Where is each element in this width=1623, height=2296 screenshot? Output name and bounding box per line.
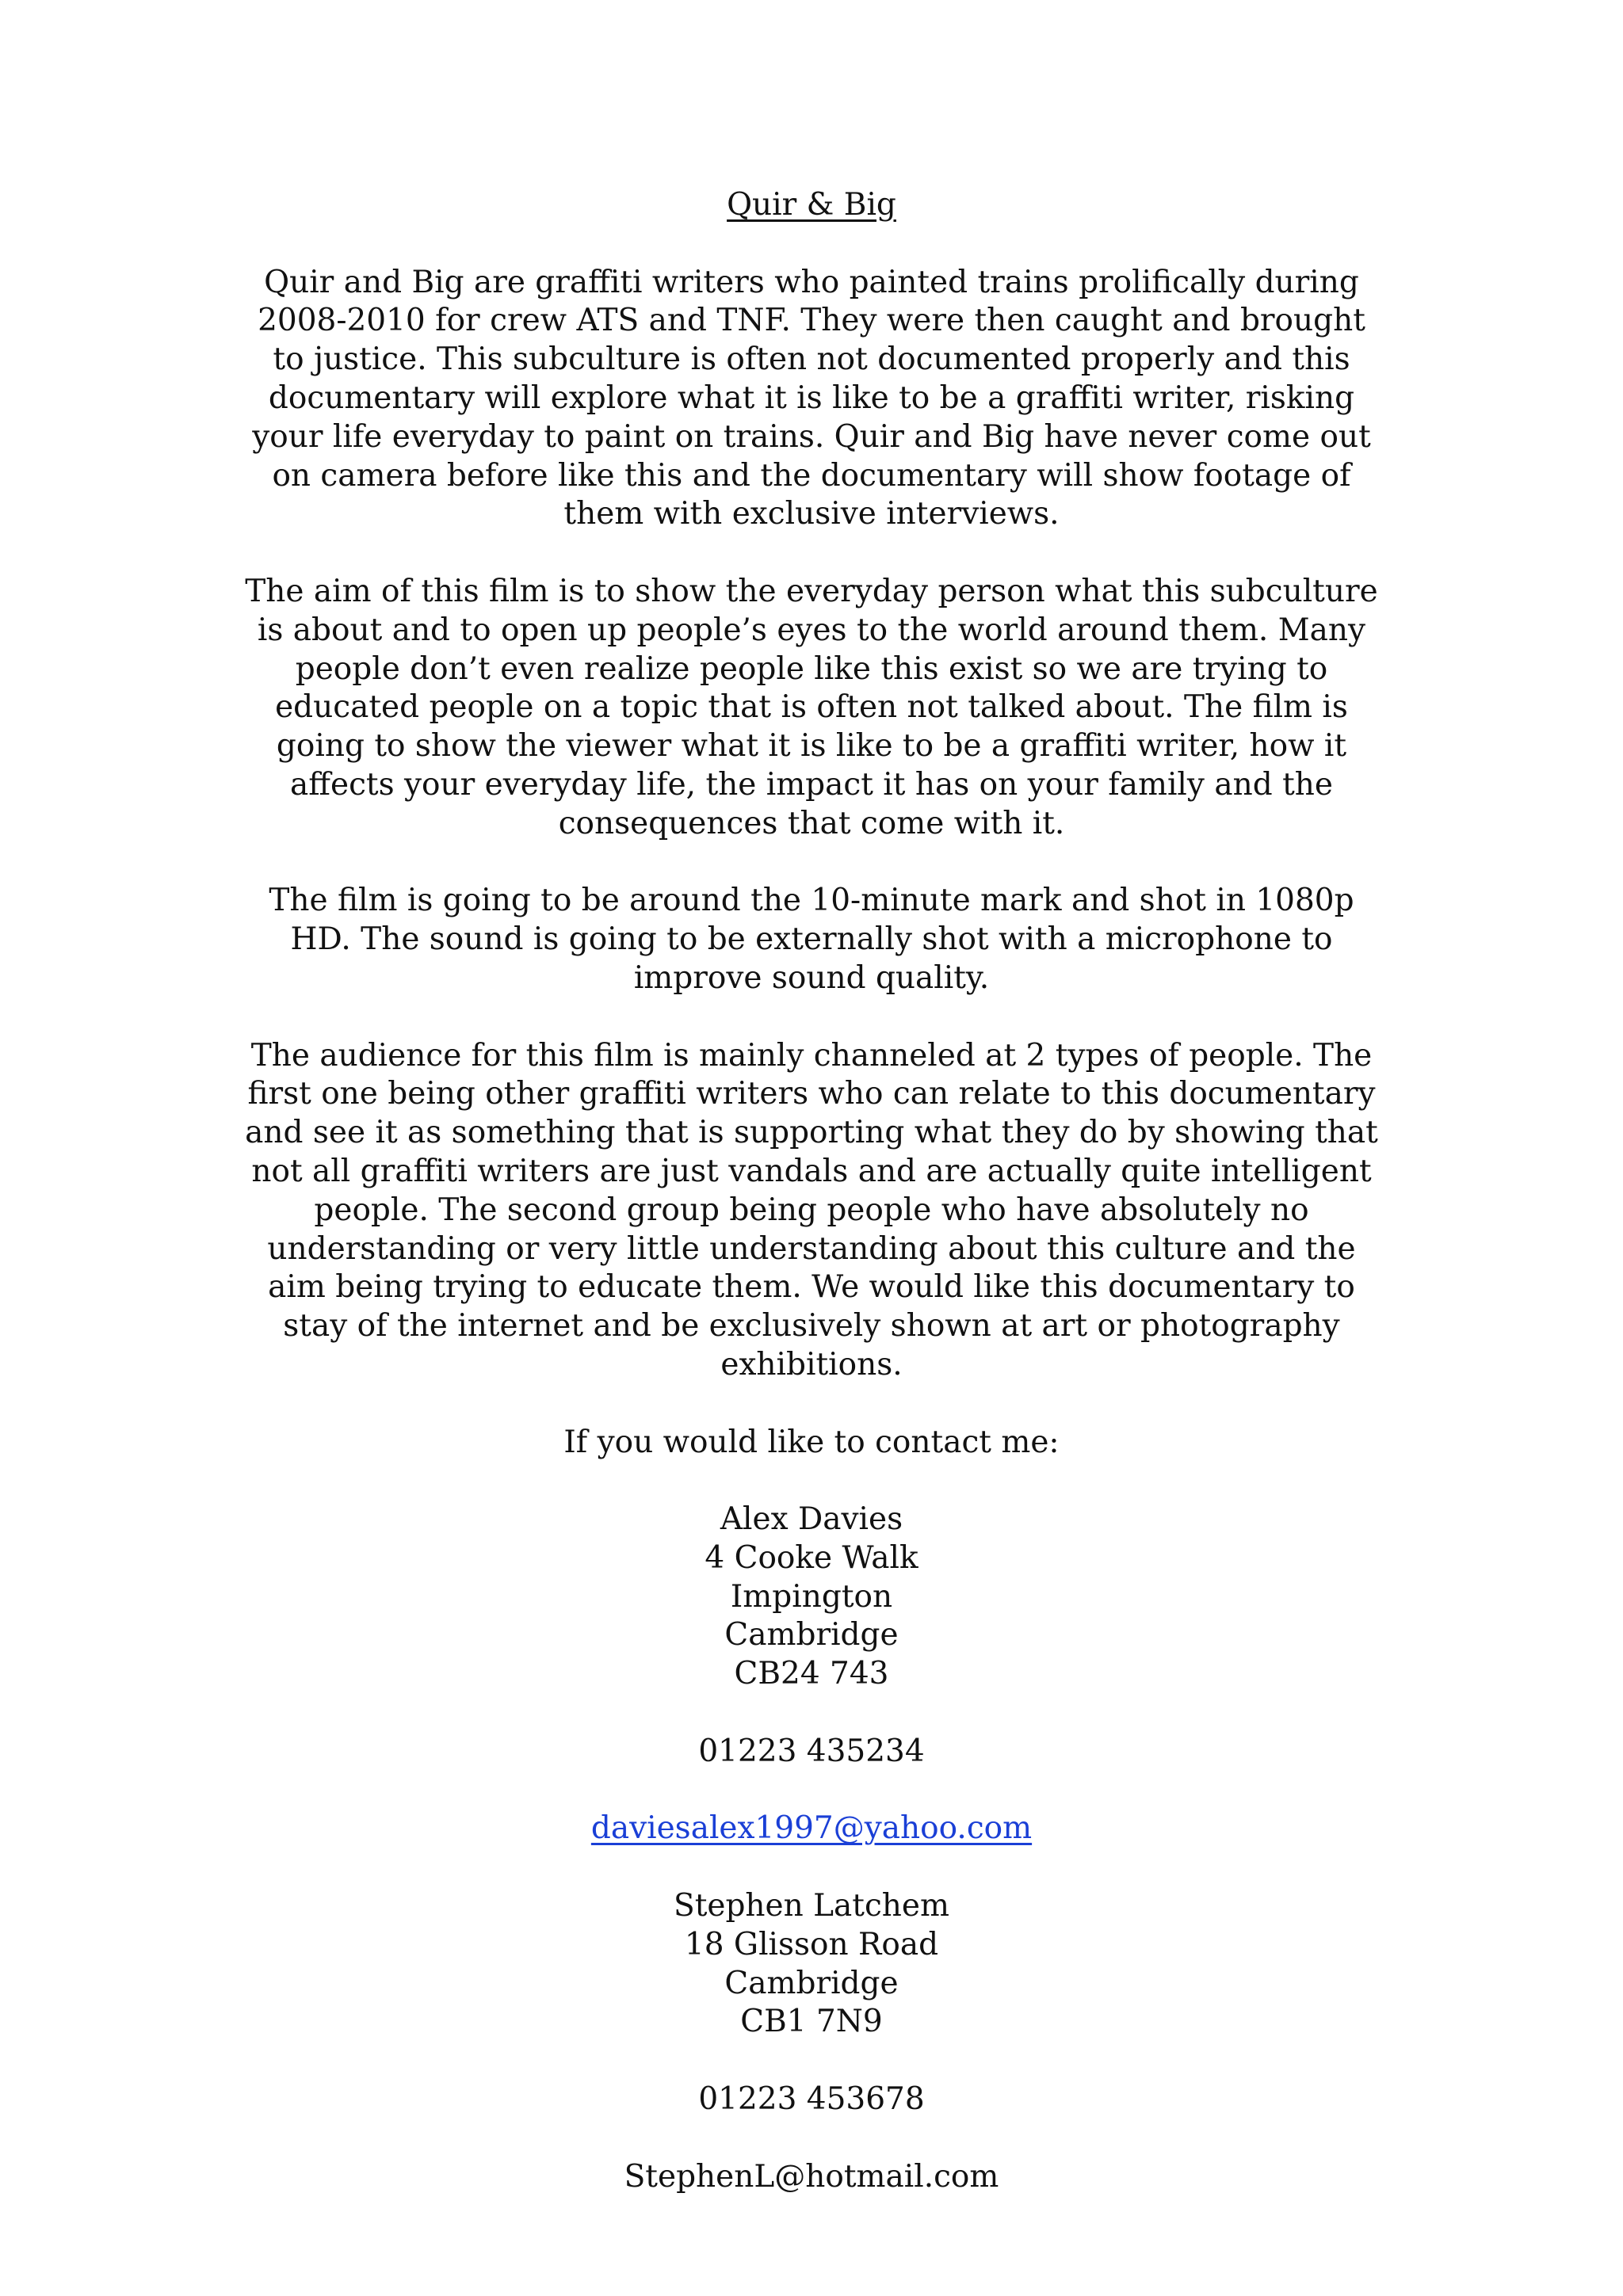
address-line: Impington	[730, 1578, 893, 1615]
contact-intro: If you would like to contact me:	[563, 1424, 1060, 1460]
contact-alex-email-block	[238, 1810, 1385, 1848]
address-line: Cambridge	[724, 1965, 899, 2001]
address-line: CB1 7N9	[740, 2004, 883, 2040]
paragraph-intro: Quir and Big are graffiti writers who painted trains prolifically during 2008-2010 for crew ATS and TNF. They were then caught and brought to justice. This subculture is often not documented properly and this documentary will explore what it is like to be a graffiti writer, risking your life everyday to paint on trains. Quir and Big have never come out on camera before like this and the documentary will show footage of them with exclusive interviews.	[252, 264, 1371, 532]
address-line: 18 Glisson Road	[684, 1926, 939, 1962]
contact-alex-address-block	[238, 1501, 1385, 1694]
contact-stephen-phone-block	[238, 2081, 1385, 2119]
email-text: StephenL@hotmail.com	[624, 2158, 999, 2195]
contact-name: Alex Davies	[720, 1501, 903, 1538]
document-title: Quir & Big	[727, 187, 896, 223]
address-line: 4 Cooke Walk	[705, 1539, 918, 1576]
contact-alex-phone-block	[238, 1733, 1385, 1772]
phone-number: 01223 435234	[698, 1733, 925, 1769]
paragraph-audience: The audience for this film is mainly channeled at 2 types of people. The first one being other graffiti writers who can relate to this documentary and see it as something that is supporting what they do by showing that not all graffiti writers are just vandals and are actually quite intelligent people. The second group being people who have absolutely no understanding or very little understanding about this culture and the aim being trying to educate them. We would like this documentary to stay of the internet and be exclusively shown at art or photography exhibitions.	[245, 1037, 1378, 1383]
contact-stephen-address-block	[238, 1887, 1385, 2042]
phone-number: 01223 453678	[698, 2081, 925, 2118]
contact-name: Stephen Latchem	[674, 1888, 949, 1924]
paragraph-production: The film is going to be around the 10-minute mark and shot in 1080p HD. The sound is going to be externally shot with a microphone to improve sound quality.	[269, 883, 1354, 996]
address-line: CB24 743	[734, 1656, 889, 1692]
document-page	[238, 186, 1385, 2196]
address-line: Cambridge	[724, 1617, 899, 1653]
paragraph-aim: The aim of this film is to show the everyday person what this subculture is about and to open up people’s eyes to the world around them. Many people don’t even realize people like this exist so we are trying to educated people on a topic that is often not talked about. The film is going to show the viewer what it is like to be a graffiti writer, how it affects your everyday life, the impact it has on your family and the consequences that come with it.	[245, 573, 1378, 841]
contact-stephen-email-block	[238, 2158, 1385, 2197]
email-link[interactable]: daviesalex1997@yahoo.com	[590, 1810, 1033, 1847]
